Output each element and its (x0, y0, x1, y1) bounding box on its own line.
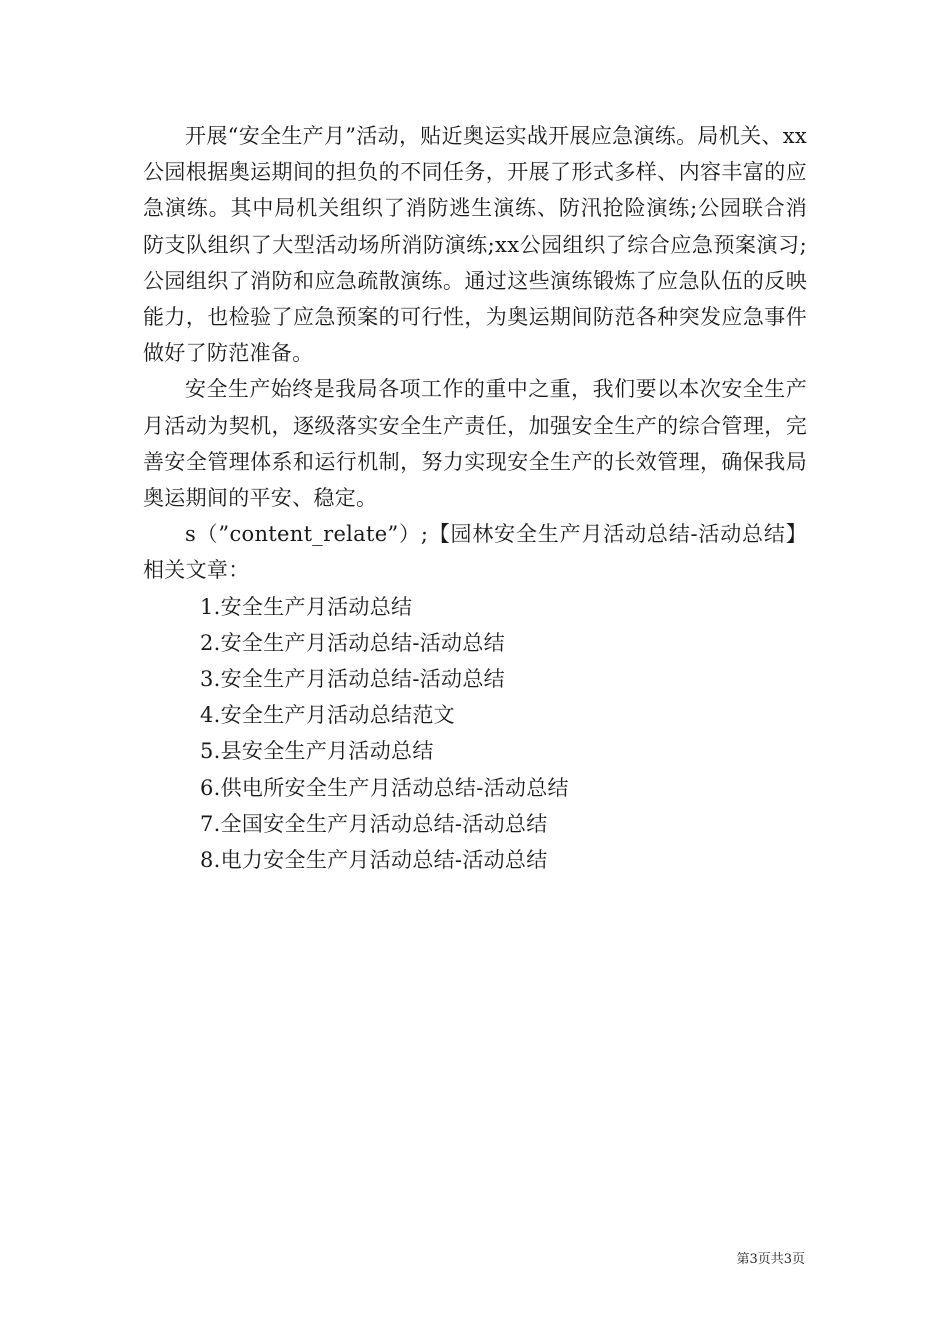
related-article-8[interactable]: 8.电力安全生产月活动总结-活动总结 (200, 848, 548, 873)
page-number: 第3页共3页 (736, 1252, 805, 1267)
related-article-6[interactable]: 6.供电所安全生产月活动总结-活动总结 (200, 775, 569, 800)
related-article-1[interactable]: 1.安全生产月活动总结 (200, 594, 413, 619)
paragraph-related-header: s（”content_relate”）;【园林安全生产月活动总结-活动总结】相关文章： (143, 522, 807, 583)
related-article-2[interactable]: 2.安全生产月活动总结-活动总结 (200, 630, 505, 655)
related-article-4[interactable]: 4.安全生产月活动总结范文 (200, 703, 455, 728)
related-article-7[interactable]: 7.全国安全生产月活动总结-活动总结 (200, 811, 548, 836)
related-article-5[interactable]: 5.县安全生产月活动总结 (200, 739, 434, 764)
paragraph-safety: 安全生产始终是我局各项工作的重中之重，我们要以本次安全生产月活动为契机，逐级落实安全生产责任，加强安全生产的综合管理，完善安全管理体系和运行机制，努力实现安全生产的长效管理，确保我局奥运期间的平安、稳定。 (143, 377, 807, 511)
document-body (143, 118, 807, 878)
related-article-3[interactable]: 3.安全生产月活动总结-活动总结 (200, 667, 505, 692)
related-articles-list (143, 589, 807, 879)
paragraph-drill: 开展“安全生产月”活动，贴近奥运实战开展应急演练。局机关、xx公园根据奥运期间的担负的不同任务，开展了形式多样、内容丰富的应急演练。其中局机关组织了消防逃生演练、防汛抢险演练;公园联合消防支队组织了大型活动场所消防演练;xx公园组织了综合应急预案演习;公园组织了消防和应急疏散演练。通过这些演练锻炼了应急队伍的反映能力，也检验了应急预案的可行性，为奥运期间防范各种突发应急事件做好了防范准备。 (143, 124, 807, 366)
